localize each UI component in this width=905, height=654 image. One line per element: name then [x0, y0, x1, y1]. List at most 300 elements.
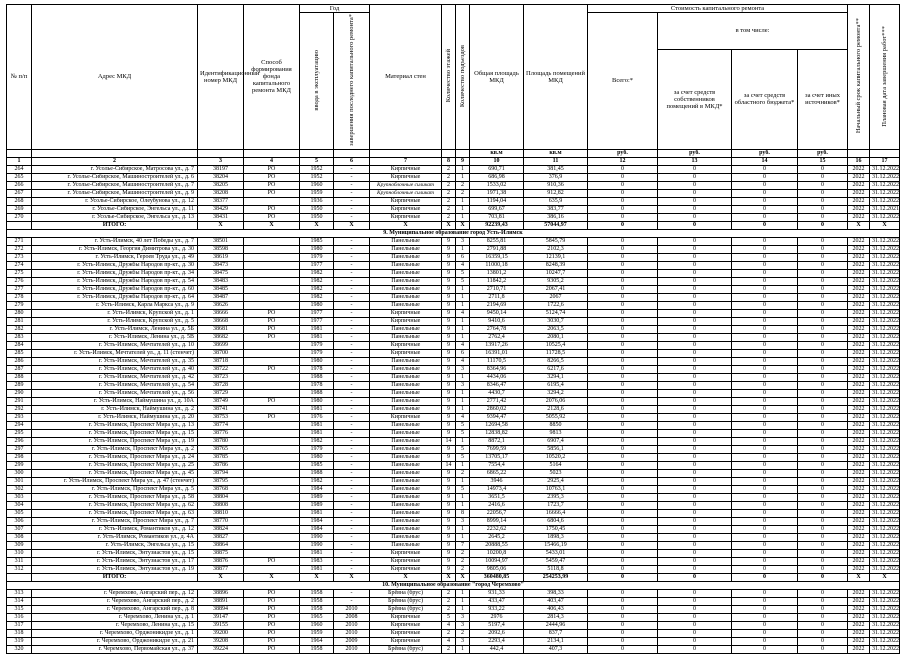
table-cell: 1 — [456, 405, 470, 413]
table-cell: 308 — [7, 533, 32, 541]
table-cell: - — [334, 437, 370, 445]
table-cell: 0 — [658, 501, 732, 509]
table-cell — [244, 429, 300, 437]
table-cell: 2022 — [848, 589, 870, 597]
table-cell: Панельные — [370, 245, 442, 253]
table-cell: г. Усть-Илимск, Мечтателей ул., д. 54 — [32, 381, 198, 389]
table-cell: 38475 — [198, 269, 244, 277]
table-cell: 31.12.2022 — [870, 245, 900, 253]
table-cell: 0 — [588, 269, 658, 277]
table-cell: 386,16 — [524, 213, 588, 221]
table-cell: Панельные — [370, 269, 442, 277]
table-cell: 38681 — [198, 325, 244, 333]
table-cell: 0 — [658, 261, 732, 269]
table-cell: - — [334, 493, 370, 501]
table-cell: Кирпичные — [370, 565, 442, 573]
table-cell: 1950 — [300, 205, 334, 213]
table-cell: - — [334, 365, 370, 373]
table-cell: 1989 — [300, 493, 334, 501]
table-cell: 2076,06 — [524, 397, 588, 405]
table-cell: 0 — [798, 245, 848, 253]
table-cell: 9 — [442, 477, 456, 485]
col-premises-area-header: Площадь помещений МКД — [524, 5, 588, 150]
table-cell: 0 — [798, 437, 848, 445]
table-cell: 38824 — [198, 525, 244, 533]
table-cell: 298 — [7, 453, 32, 461]
table-cell: 0 — [732, 493, 798, 501]
table-cell: 1980 — [300, 453, 334, 461]
table-cell: 1723,7 — [524, 501, 588, 509]
table-cell: 1982 — [300, 477, 334, 485]
table-cell: 0 — [588, 213, 658, 221]
table-cell: 0 — [658, 557, 732, 565]
col-cost-header: Стоимость капитального ремонта — [588, 5, 848, 13]
table-cell: 31.12.2022 — [870, 301, 900, 309]
table-cell: 0 — [588, 605, 658, 613]
table-cell: - — [334, 397, 370, 405]
table-cell: 16359,15 — [470, 253, 524, 261]
table-cell: 1988 — [300, 389, 334, 397]
table-cell: г. Усолье-Сибирское, Энгельса ул., д. 11 — [32, 205, 198, 213]
table-cell: 5 — [456, 277, 470, 285]
unit-cell: руб. — [798, 149, 848, 157]
table-cell: 0 — [658, 349, 732, 357]
table-cell — [244, 469, 300, 477]
table-cell: 0 — [658, 517, 732, 525]
table-cell: 12139,1 — [524, 253, 588, 261]
section-heading: 10. Муниципальное образование "город Черемхово" — [7, 581, 900, 589]
table-cell: 38774 — [198, 421, 244, 429]
table-cell: 294 — [7, 421, 32, 429]
table-cell: 2022 — [848, 213, 870, 221]
table-row — [7, 493, 900, 501]
table-cell: 282 — [7, 325, 32, 333]
table-cell: 0 — [798, 637, 848, 645]
table-cell — [244, 349, 300, 357]
table-cell: 1 — [456, 477, 470, 485]
table-cell: 31.12.2022 — [870, 381, 900, 389]
total-cell: 0 — [658, 221, 732, 229]
table-cell — [244, 549, 300, 557]
table-cell: г. Усть-Илимск, Мечтателей ул., д. 35 — [32, 357, 198, 365]
table-cell: 264 — [7, 165, 32, 173]
table-cell: 9 — [442, 373, 456, 381]
table-cell: 38722 — [198, 365, 244, 373]
table-cell: г. Усть-Илимск, Ленина ул., д. 5В — [32, 333, 198, 341]
column-number-cell: 14 — [732, 157, 798, 165]
table-cell: 305 — [7, 509, 32, 517]
table-cell: 6865,22 — [470, 469, 524, 477]
column-number-cell: 6 — [334, 157, 370, 165]
table-cell: 299 — [7, 461, 32, 469]
table-cell: 0 — [732, 445, 798, 453]
table-cell: 1958 — [300, 597, 334, 605]
table-cell: - — [334, 445, 370, 453]
table-cell: 2022 — [848, 549, 870, 557]
table-cell: 9 — [442, 253, 456, 261]
table-cell: 2395,3 — [524, 493, 588, 501]
table-cell: Панельные — [370, 469, 442, 477]
table-cell: 31.12.2022 — [870, 165, 900, 173]
table-row — [7, 333, 900, 341]
table-cell: - — [334, 189, 370, 197]
total-cell: 0 — [658, 573, 732, 581]
table-cell: 9 — [442, 509, 456, 517]
table-row — [7, 405, 900, 413]
table-cell: 5164 — [524, 461, 588, 469]
table-cell: 6907,4 — [524, 437, 588, 445]
table-cell: 2022 — [848, 189, 870, 197]
table-cell: 9 — [442, 261, 456, 269]
table-cell: 0 — [658, 597, 732, 605]
table-cell: Брёвна (брус) — [370, 597, 442, 605]
table-cell: 303 — [7, 493, 32, 501]
total-cell: 0 — [798, 221, 848, 229]
table-cell: г. Усть-Илимск, Проспект Мира ул., д. 15 — [32, 429, 198, 437]
table-cell: 5197,4 — [470, 621, 524, 629]
column-number-cell: 13 — [658, 157, 732, 165]
table-cell: 2 — [442, 189, 456, 197]
table-cell: - — [334, 213, 370, 221]
table-cell: 2067,41 — [524, 285, 588, 293]
table-cell: 2010 — [334, 621, 370, 629]
table-cell: 2022 — [848, 397, 870, 405]
table-cell: Панельные — [370, 261, 442, 269]
table-row — [7, 293, 900, 301]
table-cell: 0 — [588, 237, 658, 245]
table-cell: 9 — [442, 517, 456, 525]
table-cell: Панельные — [370, 237, 442, 245]
table-cell: 38485 — [198, 285, 244, 293]
table-cell: 0 — [798, 309, 848, 317]
table-cell: 0 — [732, 341, 798, 349]
total-cell: X — [370, 221, 442, 229]
table-row — [7, 261, 900, 269]
table-cell: 31.12.2022 — [870, 397, 900, 405]
table-row — [7, 349, 900, 357]
table-cell: 9805,06 — [470, 565, 524, 573]
table-cell: Брёвна (брус) — [370, 645, 442, 653]
table-cell: 7554,4 — [470, 461, 524, 469]
table-cell: 0 — [732, 357, 798, 365]
table-row — [7, 245, 900, 253]
table-cell: 0 — [732, 253, 798, 261]
table-cell: 0 — [588, 565, 658, 573]
table-cell: Кирпичные — [370, 613, 442, 621]
total-cell: X — [442, 221, 456, 229]
table-cell: г. Усть-Илимск, Мечтателей ул., д. 40 — [32, 365, 198, 373]
total-cell: X — [370, 573, 442, 581]
table-cell: 4 — [442, 621, 456, 629]
table-cell: 38804 — [198, 493, 244, 501]
table-cell: РО — [244, 637, 300, 645]
table-cell: 31.12.2022 — [870, 285, 900, 293]
table-cell: 0 — [732, 477, 798, 485]
table-cell: 1981 — [300, 325, 334, 333]
table-cell: 0 — [588, 373, 658, 381]
table-cell: 287 — [7, 365, 32, 373]
table-cell: 406,43 — [524, 605, 588, 613]
table-cell: 0 — [732, 165, 798, 173]
table-cell: 1533,02 — [470, 181, 524, 189]
table-cell: 0 — [588, 525, 658, 533]
table-row — [7, 309, 900, 317]
table-cell: 5055,92 — [524, 413, 588, 421]
total-cell: 0 — [732, 573, 798, 581]
table-cell: 2080,1 — [524, 333, 588, 341]
table-cell: Панельные — [370, 253, 442, 261]
table-cell: Панельные — [370, 389, 442, 397]
table-cell: 1983 — [300, 557, 334, 565]
table-cell: 2 — [442, 173, 456, 181]
table-cell: 5 — [456, 485, 470, 493]
table-cell: - — [334, 373, 370, 381]
table-cell: Крупноблочные силикат — [370, 189, 442, 197]
table-cell: 1990 — [300, 541, 334, 549]
table-cell: 0 — [588, 469, 658, 477]
table-cell: 22056,7 — [470, 509, 524, 517]
table-cell: 38431 — [198, 213, 244, 221]
table-cell: 0 — [798, 421, 848, 429]
table-cell: РО — [244, 621, 300, 629]
table-cell: 2762,4 — [470, 333, 524, 341]
table-cell: Кирпичные — [370, 165, 442, 173]
table-cell: 0 — [798, 261, 848, 269]
table-cell: 9 — [442, 445, 456, 453]
table-cell: 16666,4 — [524, 509, 588, 517]
table-cell: 1936 — [300, 197, 334, 205]
table-cell: г. Черемхово, Орджоникидзе ул., д. 1 — [32, 629, 198, 637]
table-cell — [244, 565, 300, 573]
table-cell: 1 — [456, 397, 470, 405]
table-cell: 5 — [456, 445, 470, 453]
column-number-cell: 1 — [7, 157, 32, 165]
table-cell: 0 — [658, 541, 732, 549]
table-cell: 1 — [456, 301, 470, 309]
table-cell: Панельные — [370, 325, 442, 333]
table-cell: 0 — [588, 301, 658, 309]
table-cell: 0 — [732, 437, 798, 445]
table-cell: - — [334, 301, 370, 309]
table-cell: Кирпичные — [370, 197, 442, 205]
table-cell: 690,71 — [470, 165, 524, 173]
table-cell: 4 — [442, 637, 456, 645]
table-cell: 0 — [588, 541, 658, 549]
unit-cell: руб. — [588, 149, 658, 157]
table-row — [7, 181, 900, 189]
table-cell: 0 — [732, 621, 798, 629]
table-cell: 699,67 — [470, 205, 524, 213]
table-cell: Панельные — [370, 301, 442, 309]
table-cell: 0 — [798, 645, 848, 653]
table-cell: 13917,26 — [470, 341, 524, 349]
table-cell: Панельные — [370, 365, 442, 373]
table-cell: 31.12.2022 — [870, 501, 900, 509]
column-number-cell: 16 — [848, 157, 870, 165]
table-cell: 1898,3 — [524, 533, 588, 541]
table-cell — [244, 197, 300, 205]
table-cell: 38718 — [198, 357, 244, 365]
table-cell: 0 — [732, 637, 798, 645]
table-cell: 1722,6 — [524, 301, 588, 309]
table-cell: 1959 — [300, 629, 334, 637]
table-cell: 38729 — [198, 389, 244, 397]
table-cell — [244, 525, 300, 533]
table-cell — [244, 445, 300, 453]
table-cell: 9 — [442, 453, 456, 461]
table-cell: г. Усть-Илимск, Проспект Мира ул., д. 58 — [32, 493, 198, 501]
table-row — [7, 485, 900, 493]
table-cell: 0 — [732, 469, 798, 477]
table-cell: 2645,2 — [470, 533, 524, 541]
table-cell: РО — [244, 397, 300, 405]
table-cell: 1981 — [300, 565, 334, 573]
table-cell: - — [334, 285, 370, 293]
table-cell: 9450,14 — [470, 309, 524, 317]
table-cell: 0 — [732, 405, 798, 413]
col-floors-header: Количество этажей — [442, 5, 456, 150]
table-cell: 0 — [658, 493, 732, 501]
table-cell: - — [334, 253, 370, 261]
table-cell: 9 — [442, 565, 456, 573]
table-cell: г. Усть-Илимск, Проспект Мира ул., д. 25 — [32, 461, 198, 469]
table-row — [7, 549, 900, 557]
table-cell: г. Усть-Илимск, Наймушина ул., д. 20 — [32, 413, 198, 421]
table-cell: г. Усть-Илимск, Героев Труда ул., д. 49 — [32, 253, 198, 261]
table-cell: 0 — [658, 389, 732, 397]
table-cell: 0 — [798, 317, 848, 325]
table-cell: 0 — [588, 477, 658, 485]
table-cell: 0 — [798, 469, 848, 477]
table-row — [7, 213, 900, 221]
table-cell: 0 — [732, 589, 798, 597]
table-cell: 2063,5 — [524, 325, 588, 333]
table-cell: 38377 — [198, 197, 244, 205]
table-cell: 0 — [798, 325, 848, 333]
table-cell: 0 — [588, 509, 658, 517]
table-cell: 0 — [798, 285, 848, 293]
units-row — [7, 149, 900, 157]
table-cell: 0 — [732, 397, 798, 405]
table-cell: 276 — [7, 277, 32, 285]
table-cell: 9 — [442, 349, 456, 357]
table-cell: 31.12.2022 — [870, 637, 900, 645]
table-cell: 2 — [442, 205, 456, 213]
table-cell: 2022 — [848, 621, 870, 629]
table-cell: 0 — [732, 485, 798, 493]
table-cell: 8255,81 — [470, 237, 524, 245]
table-cell: РО — [244, 557, 300, 565]
table-cell: 2 — [442, 213, 456, 221]
col-cost-owners-header: за счет средств собственников помещений в МКД* — [658, 49, 732, 149]
table-cell: 0 — [658, 173, 732, 181]
table-cell: 289 — [7, 381, 32, 389]
table-cell: 277 — [7, 285, 32, 293]
table-cell: 1984 — [300, 485, 334, 493]
table-cell: 5845,79 — [524, 237, 588, 245]
table-cell: 1980 — [300, 397, 334, 405]
table-cell: 31.12.2022 — [870, 253, 900, 261]
table-cell: 14 — [442, 461, 456, 469]
table-cell: 0 — [798, 237, 848, 245]
table-cell: 1978 — [300, 365, 334, 373]
table-cell: 0 — [798, 301, 848, 309]
table-cell: 2 — [456, 549, 470, 557]
table-cell: 316 — [7, 613, 32, 621]
table-cell: 2022 — [848, 461, 870, 469]
table-cell: 2444,96 — [524, 621, 588, 629]
table-cell: РО — [244, 309, 300, 317]
table-cell — [244, 405, 300, 413]
table-cell: 31.12.2022 — [870, 365, 900, 373]
table-cell: 39208 — [198, 637, 244, 645]
table-cell: 307 — [7, 525, 32, 533]
table-cell: 1 — [456, 165, 470, 173]
table-cell: г. Усть-Илимск, Крупской ул., д. 1 — [32, 309, 198, 317]
table-cell: 2022 — [848, 613, 870, 621]
table-cell: 381,45 — [524, 165, 588, 173]
total-cell: X — [870, 221, 900, 229]
table-cell: 9 — [442, 293, 456, 301]
total-cell: X — [334, 573, 370, 581]
total-cell: 0 — [798, 573, 848, 581]
table-cell: 12694,58 — [470, 421, 524, 429]
table-cell: 0 — [732, 181, 798, 189]
table-cell: 31.12.2022 — [870, 181, 900, 189]
table-cell: 31.12.2022 — [870, 525, 900, 533]
table-cell: 313 — [7, 589, 32, 597]
table-cell: 3 — [456, 381, 470, 389]
col-cost-total-header: Всего:* — [588, 13, 658, 150]
table-cell: 1977 — [300, 317, 334, 325]
col-address-header: Адрес МКД — [32, 5, 198, 150]
table-cell: г. Усть-Илимск, Проспект Мира ул., д. 13 — [32, 421, 198, 429]
table-cell: 2022 — [848, 597, 870, 605]
table-cell: 0 — [658, 461, 732, 469]
table-row — [7, 365, 900, 373]
table-cell: Панельные — [370, 429, 442, 437]
table-cell: 2022 — [848, 357, 870, 365]
table-cell: 31.12.2022 — [870, 549, 900, 557]
table-cell: 2022 — [848, 453, 870, 461]
table-cell: 0 — [732, 597, 798, 605]
table-cell: 290 — [7, 389, 32, 397]
table-cell: - — [334, 309, 370, 317]
table-cell: 0 — [588, 333, 658, 341]
table-cell: 38666 — [198, 309, 244, 317]
table-cell: - — [334, 517, 370, 525]
table-cell: 0 — [732, 293, 798, 301]
table-cell: 0 — [658, 533, 732, 541]
table-cell: г. Черемхово, Ленина ул., д. 1 — [32, 613, 198, 621]
table-cell: 2022 — [848, 365, 870, 373]
table-cell: 14973,4 — [470, 485, 524, 493]
table-cell: 0 — [658, 469, 732, 477]
table-cell: 0 — [658, 629, 732, 637]
table-cell: 319 — [7, 637, 32, 645]
table-cell: 0 — [658, 245, 732, 253]
table-cell: 8850 — [524, 421, 588, 429]
column-number-cell: 15 — [798, 157, 848, 165]
table-cell: 931,33 — [470, 589, 524, 597]
table-cell: 6195,4 — [524, 381, 588, 389]
table-cell: - — [334, 509, 370, 517]
table-cell: 0 — [732, 565, 798, 573]
table-cell: 8266,5 — [524, 357, 588, 365]
table-row — [7, 469, 900, 477]
table-cell: 0 — [798, 205, 848, 213]
table-cell: - — [334, 557, 370, 565]
